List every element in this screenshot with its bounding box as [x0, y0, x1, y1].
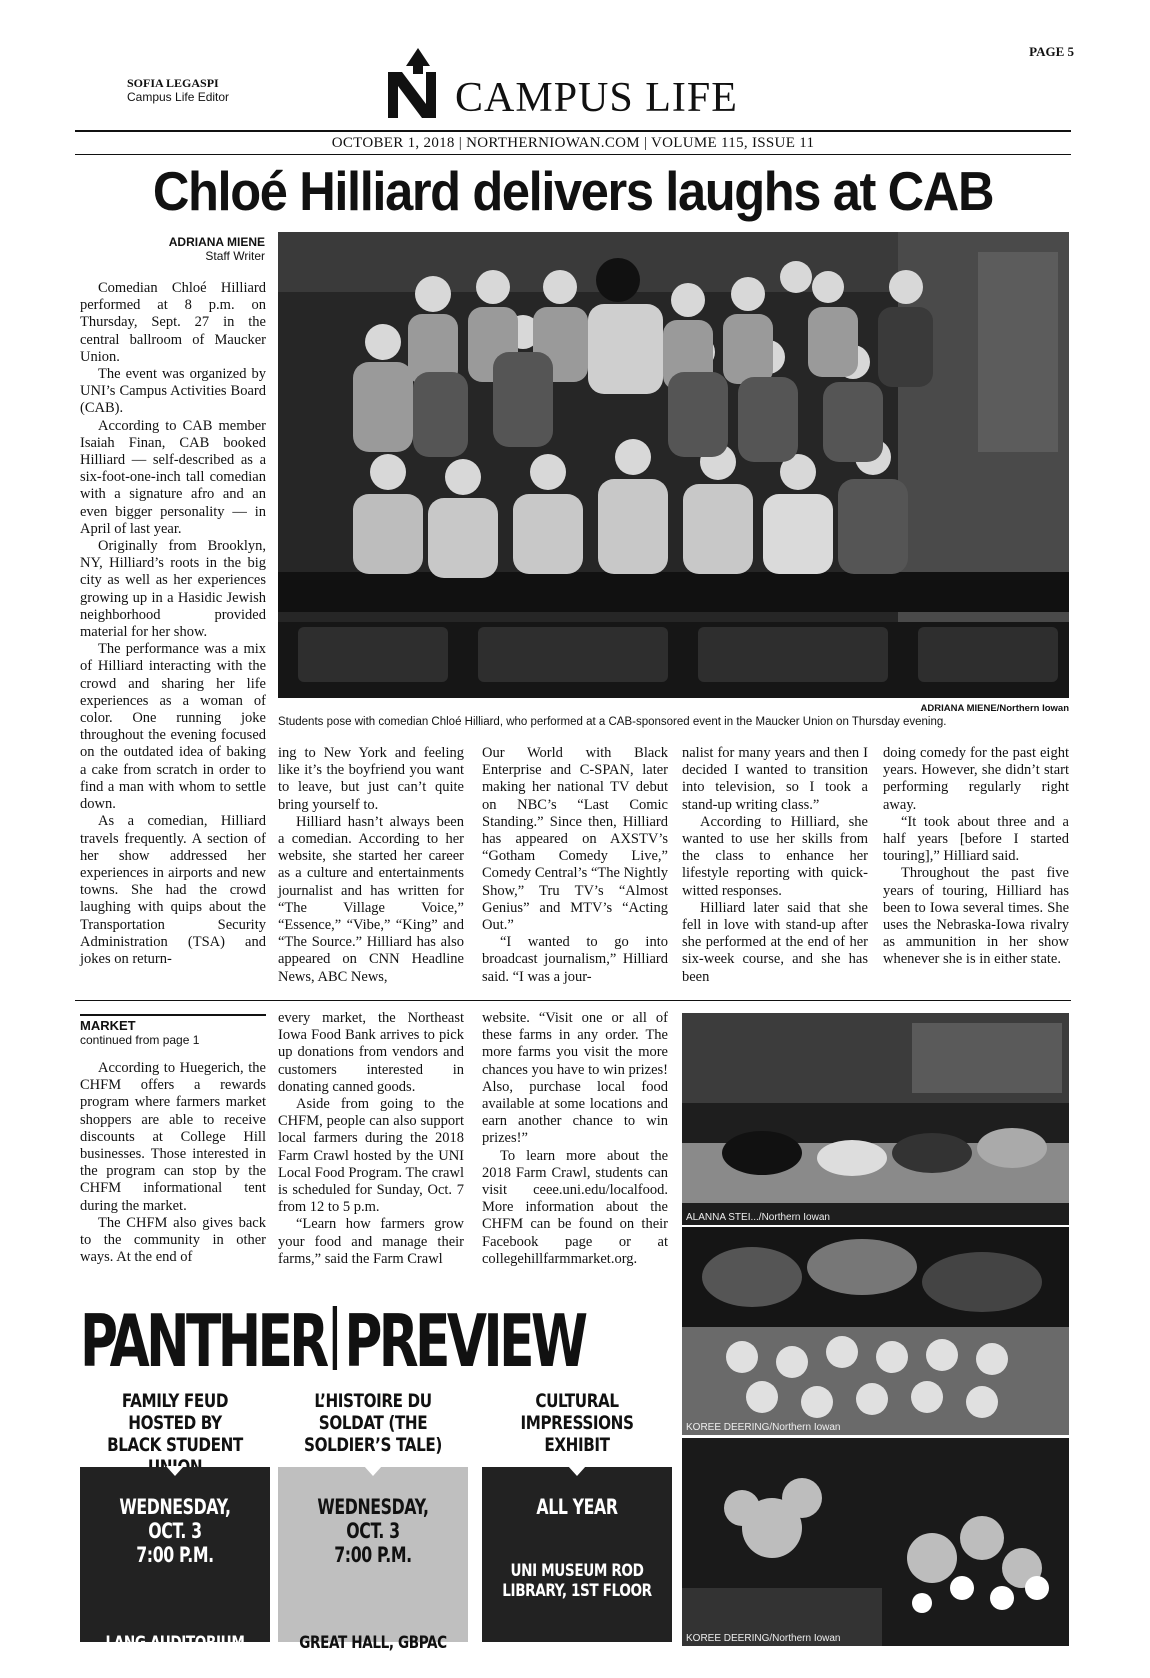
article-column-1: [80, 280, 266, 968]
panther-preview-title-left: PANTHER: [80, 1299, 326, 1383]
market-column-3: [482, 1010, 668, 1268]
paragraph: Originally from Brooklyn, NY, Hilliard’s roots in the big city as well as her experiences growing up in a Hasidic Jewish neighborhood provided material for her show.: [80, 538, 266, 641]
event-location: LANG AUDITORIUM: [105, 1633, 245, 1653]
paragraph: As a comedian, Hilliard travels frequently. A section of her show addressed her experiences in airports and new towns. She had the crowd laughing with quips about the Transportation Security Administration (TSA) and jokes on return-: [80, 813, 266, 967]
box-notch: [568, 1466, 586, 1476]
paragraph: Our World with Black Enterprise and C-SPAN, later making her national TV debut on NBC’s “Last Comic Standing.” Since then, Hilliard has appeared on AXSTV’s “Gotham Comedy Live,” Comedy Central’s “The Nightly Show,” Tru TV’s “Almost Genius” and MTV’s “Acting Out.”: [482, 745, 668, 934]
market-column-2: [278, 1010, 464, 1268]
event-date: WEDNESDAY, OCT. 3: [119, 1495, 231, 1543]
editor-name: SOFIA LEGASPI: [127, 76, 219, 90]
paragraph: Hilliard later said that she fell in love with stand-up after she performed at the end of her six-week course, and she has been: [682, 899, 868, 985]
event-title: FAMILY FEUD HOSTED BY BLACK STUDENT: [107, 1390, 243, 1456]
event-date: WEDNESDAY, OCT. 3: [317, 1495, 429, 1543]
paragraph: To learn more about the 2018 Farm Crawl, students can visit ceee.uni.edu/localfood. More information about the CHFM can be found on their Facebook page or at collegehillfarmmarket.org.: [482, 1147, 668, 1267]
dateline: OCTOBER 1, 2018 | NORTHERNIOWAN.COM | VOLUME 115, ISSUE 11: [331, 135, 815, 151]
section-divider: [75, 1000, 1071, 1001]
paragraph: Hilliard hasn’t always been a comedian. According to her website, she started her career as a culture and entertainments journalist and has written for “The Village Voice,” “Essence,” “Vibe,” “King” and “The Source.” Hilliard has also appeared on CNN Headline News, ABC News,: [278, 813, 464, 985]
paragraph: nalist for many years and then I decided I wanted to transition into television, so I took a stand-up writing class.”: [682, 745, 868, 813]
market-photo-jars: [682, 1227, 1069, 1435]
paragraph: According to CAB member Isaiah Finan, CAB booked Hilliard — self-described as a six-foot-one-inch tall comedian with a signature afro and an even bigger personality — in April of last year.: [80, 417, 266, 537]
paragraph: Comedian Chloé Hilliard performed at 8 p.m. on Thursday, Sept. 27 in the central ballroom of Maucker Union.: [80, 280, 266, 365]
byline-title: Staff Writer: [205, 249, 265, 263]
article-column-3: [482, 745, 668, 986]
paragraph: Throughout the past five years of touring, Hilliard has been to Iowa several times. She uses the Nebraska-Iowa rivalry as ammunition in her show whenever she is in either state.: [883, 865, 1069, 968]
header-rule-bottom: [75, 154, 1071, 155]
event-time: 7:00 P.M.: [334, 1543, 412, 1567]
event-location: GREAT HALL, GBPAC: [299, 1633, 447, 1653]
paragraph: “I wanted to go into broadcast journalism,” Hilliard said. “I was a jour-: [482, 934, 668, 985]
panther-preview-title-right: PREVIEW: [344, 1299, 585, 1383]
paragraph: According to Huegerich, the CHFM offers a rewards program where farmers market shoppers are able to receive discounts at College Hill businesses. Those interested in the program can stop by the CHFM informational tent during the market.: [80, 1060, 266, 1214]
box-notch: [364, 1466, 382, 1476]
page-number: PAGE 5: [1029, 44, 1074, 59]
northern-iowan-logo: [382, 48, 454, 118]
market-jump-label: [80, 1014, 266, 1047]
continued-note: continued from page 1: [80, 1033, 200, 1047]
market-kicker: MARKET: [80, 1018, 136, 1033]
paragraph: The performance was a mix of Hilliard interacting with the crowd and sharing her life experiences as a woman of color. One running joke throughout the evening focused on the outdated idea of baking a cake from scratch in order to find a man with whom to settle down.: [80, 641, 266, 813]
article-column-5: [883, 745, 1069, 969]
paragraph: “Learn how farmers grow your food and manage their farms,” said the Farm Crawl: [278, 1216, 464, 1267]
event-title: CULTURAL IMPRESSIONS EXHIBIT: [520, 1390, 634, 1456]
paragraph: “It took about three and a half years [before I started touring],” Hilliard said.: [883, 813, 1069, 865]
paragraph: According to Hilliard, she wanted to use her skills from the class to enhance her lifestyle reporting with quick-witted responses.: [682, 813, 868, 899]
event-details-box: [80, 1467, 270, 1653]
paragraph: website. “Visit one or all of these farms in any order. The more farms you visit the more chances you have to win prizes! Also, purchase local food available at some locations and earn another chance to win prizes!”: [482, 1010, 668, 1147]
box-notch: [166, 1466, 184, 1476]
market-photo-illustration: [682, 1013, 1069, 1225]
header-rule: [75, 130, 1071, 132]
article-column-4: [682, 745, 868, 986]
paragraph: doing comedy for the past eight years. However, she didn’t start performing regularly right away.: [883, 745, 1069, 813]
photo-caption: Students pose with comedian Chloé Hilliard, who performed at a CAB-sponsored event in the Maucker Union on Thursday evening.: [278, 716, 947, 728]
event-location: UNI MUSEUM ROD LIBRARY, 1ST FLOOR: [502, 1561, 652, 1601]
market-column-1: [80, 1060, 266, 1266]
event-details-box: [278, 1467, 468, 1653]
paragraph: Aside from going to the CHFM, people can also support local farmers during the 2018 Farm Crawl hosted by the UNI Local Food Program. The crawl is scheduled for Sunday, Oct. 7 from 12 to 5 p.m.: [278, 1096, 464, 1216]
panther-preview-title: [80, 1299, 585, 1383]
market-photo-illustration: [682, 1438, 1069, 1646]
photo-credit: ADRIANA MIENE/Northern Iowan: [920, 703, 1069, 714]
article-column-2: [278, 745, 464, 986]
paragraph: The CHFM also gives back to the community in other ways. At the end of: [80, 1214, 266, 1266]
title-separator: [333, 1306, 337, 1370]
event-title: L’HISTOIRE DU SOLDAT (THE SOLDIER’S TALE): [304, 1390, 442, 1456]
headline: Chloé Hilliard delivers laughs at CAB: [152, 160, 994, 222]
editor-title: Campus Life Editor: [127, 90, 230, 104]
group-photo-illustration: [278, 232, 1069, 698]
event-date: ALL YEAR: [536, 1495, 618, 1519]
byline: [75, 235, 265, 263]
photo-credit: KOREE DEERING/Northern Iowan: [686, 1422, 841, 1433]
market-photo-flowers: [682, 1438, 1069, 1646]
section-editor: [127, 76, 229, 104]
market-photo-illustration: [682, 1227, 1069, 1435]
section-name: CAMPUS LIFE: [455, 75, 738, 121]
photo-credit: KOREE DEERING/Northern Iowan: [686, 1633, 841, 1644]
paragraph: every market, the Northeast Iowa Food Bank arrives to pick up donations from vendors and customers interested in donating canned goods.: [278, 1010, 464, 1095]
byline-name: ADRIANA MIENE: [168, 235, 265, 249]
event-details-box: [482, 1467, 672, 1642]
event-time: 7:00 P.M.: [136, 1543, 214, 1567]
paragraph: ing to New York and feeling like it’s the boyfriend you want to leave, but just can’t quite bring yourself to.: [278, 745, 464, 813]
cab-group-photo: [278, 232, 1069, 698]
photo-credit: ALANNA STEI.../Northern Iowan: [686, 1212, 830, 1223]
market-photo-produce: [682, 1013, 1069, 1225]
paragraph: The event was organized by UNI’s Campus Activities Board (CAB).: [80, 366, 266, 417]
